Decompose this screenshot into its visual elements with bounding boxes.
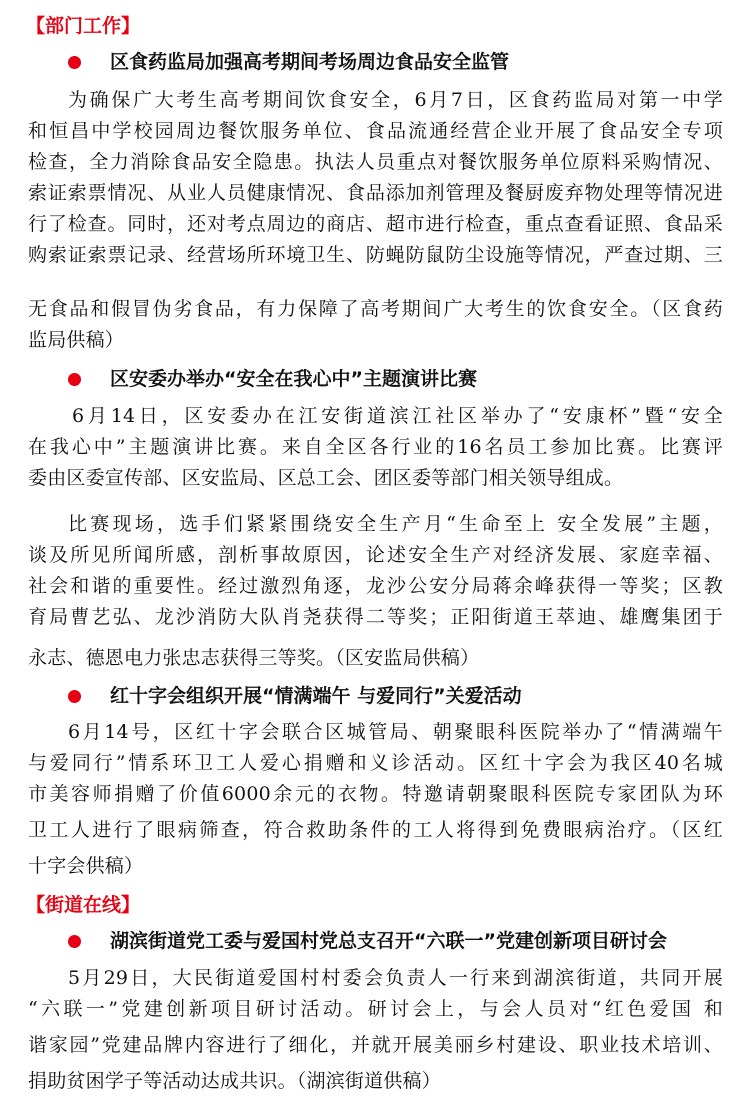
paragraph-line: 购索证索票记录、经营场所环境卫生、防蝇防鼠防尘设施等情况，严查过期、三 — [28, 244, 723, 266]
paragraph-line: 与爱同行”情系环卫工人爱心捐赠和义诊活动。区红十字会为我区40名城 — [28, 752, 723, 774]
item-title: 湖滨街道党工委与爱国村党总支召开“六联一”党建创新项目研讨会 — [110, 930, 667, 952]
paragraph-line: 5月29日，大民街道爱国村村委会负责人一行来到湖滨街道，共同开展 — [68, 967, 723, 989]
paragraph-line: 6月14日，区安委办在江安街道滨江社区举办了“安康杯”暨“安全 — [72, 405, 723, 427]
paragraph-line: 永志、德恩电力张忠志获得三等奖。（区安监局供稿） — [28, 647, 480, 669]
paragraph-line: 十字会供稿） — [28, 855, 144, 877]
paragraph-line: 监局供稿） — [28, 329, 125, 351]
paragraph-line: 6月14号，区红十字会联合区城管局、朝聚眼科医院举办了“情满端午 — [68, 721, 723, 743]
paragraph-line: 社会和谐的重要性。经过激烈角逐，龙沙公安分局蒋余峰获得一等奖；区教 — [28, 575, 723, 597]
red-bullet-icon — [68, 56, 81, 69]
paragraph-line: 和恒昌中学校园周边餐饮服务单位、食品流通经营企业开展了食品安全专项 — [28, 120, 723, 142]
paragraph-line: 育局曹艺弘、龙沙消防大队肖尧获得二等奖；正阳街道王萃迪、雄鹰集团于 — [28, 606, 723, 628]
paragraph-line: 比赛现场，选手们紧紧围绕安全生产月“生命至上 安全发展”主题， — [68, 513, 723, 535]
paragraph-line: 行了检查。同时，还对考点周边的商店、超市进行检查，重点查看证照、食品采 — [28, 213, 723, 235]
item-title: 区食药监局加强高考期间考场周边食品安全监管 — [110, 51, 510, 73]
item-title: 红十字会组织开展“情满端午 与爱同行”关爱活动 — [110, 685, 522, 707]
paragraph-line: 无食品和假冒伪劣食品，有力保障了高考期间广大考生的饮食安全。（区食药 — [28, 298, 723, 320]
paragraph-line: 谐家园”党建品牌内容进行了细化，并就开展美丽乡村建设、职业技术培训、 — [28, 1034, 723, 1056]
paragraph-line: 市美容师捐赠了价值6000余元的衣物。特邀请朝聚眼科医院专家团队为环 — [28, 783, 723, 805]
paragraph-line: 检查，全力消除食品安全隐患。执法人员重点对餐饮服务单位原料采购情况、 — [28, 151, 723, 173]
item-title: 区安委办举办“安全在我心中”主题演讲比赛 — [110, 368, 477, 390]
paragraph-line: 谈及所见所闻所感，剖析事故原因，论述安全生产对经济发展、家庭幸福、 — [28, 544, 723, 566]
paragraph-line: 卫工人进行了眼病筛查，符合救助条件的工人将得到免费眼病治疗。（区红 — [28, 819, 723, 841]
red-bullet-icon — [68, 690, 81, 703]
paragraph-line: 捐助贫困学子等活动达成共识。（湖滨街道供稿） — [28, 1070, 441, 1092]
red-bullet-icon — [68, 935, 81, 948]
section-header-department-work: 【部门工作】 — [26, 15, 141, 37]
paragraph-line: 索证索票情况、从业人员健康情况、食品添加剂管理及餐厨废弃物处理等情况进 — [28, 182, 723, 204]
paragraph-line: 为确保广大考生高考期间饮食安全，6月7日，区食药监局对第一中学 — [68, 89, 723, 111]
red-bullet-icon — [68, 373, 81, 386]
section-header-street-online: 【街道在线】 — [26, 894, 141, 916]
paragraph-line: 委由区委宣传部、区安监局、区总工会、团区委等部门相关领导组成。 — [28, 467, 624, 489]
paragraph-line: 在我心中”主题演讲比赛。来自全区各行业的16名员工参加比赛。比赛评 — [28, 436, 723, 458]
paragraph-line: “六联一”党建创新项目研讨活动。研讨会上，与会人员对“红色爱国 和 — [28, 998, 723, 1020]
